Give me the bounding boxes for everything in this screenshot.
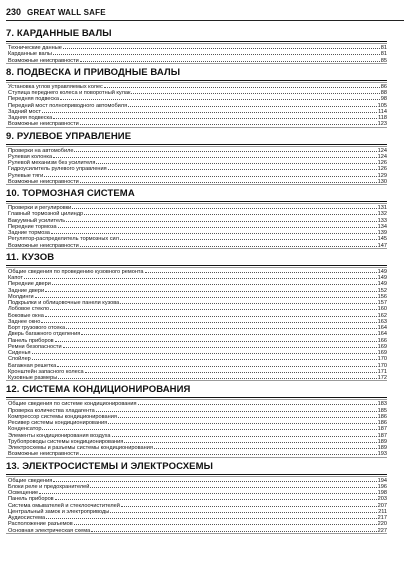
dot-leader <box>53 477 376 482</box>
entry-label: Багажная решетка <box>8 362 57 368</box>
entry-page-number: 217 <box>377 515 387 521</box>
entry-label: Рулевые тяги <box>8 172 44 178</box>
dot-leader <box>121 502 377 507</box>
entry-page-number: 126 <box>377 160 387 166</box>
section-title: 7. КАРДАННЫЕ ВАЛЫ <box>6 28 387 42</box>
entry-label: Общие сведения <box>8 477 53 483</box>
dot-leader <box>45 287 377 292</box>
entry-label: Боковые окна <box>8 312 44 318</box>
section-title: 9. РУЛЕВОЕ УПРАВЛЕНИЕ <box>6 131 387 145</box>
entry-page-number: 187 <box>377 432 387 438</box>
dot-leader <box>128 102 377 107</box>
dot-leader <box>74 147 376 152</box>
dot-leader <box>112 432 377 437</box>
toc-section <box>6 28 387 64</box>
entry-label: Панель приборов <box>8 496 54 502</box>
entry-label: Центральный замок и электроприводы <box>8 508 110 514</box>
dot-leader <box>53 153 377 158</box>
entry-page-number: 172 <box>377 375 387 381</box>
entry-label: Регулятор-распределитель тормозных сил <box>8 236 119 242</box>
entry-page-number: 164 <box>377 325 387 331</box>
entry-label: Возможные неисправности <box>8 121 79 127</box>
section-title: 12. СИСТЕМА КОНДИЦИОНИРОВАНИЯ <box>6 384 387 398</box>
entry-list <box>6 82 387 128</box>
entry-label: Задняя подвеска <box>8 115 53 121</box>
entry-page-number: 105 <box>377 102 387 108</box>
dot-leader <box>120 299 376 304</box>
dot-leader <box>24 274 377 279</box>
dot-leader <box>104 83 380 88</box>
toc-section <box>6 252 387 382</box>
entry-label: Возможные неисправности <box>8 451 79 457</box>
entry-page-number: 149 <box>377 281 387 287</box>
entry-label: Основная электрическая схема <box>8 527 91 533</box>
entry-page-number: 220 <box>377 521 387 527</box>
entry-page-number: 133 <box>377 217 387 223</box>
entry-label: Освещение <box>8 490 39 496</box>
dot-leader <box>50 305 377 310</box>
entry-page-number: 196 <box>377 483 387 489</box>
entry-page-number: 157 <box>377 300 387 306</box>
entry-page-number: 203 <box>377 496 387 502</box>
dot-leader <box>42 108 377 113</box>
entry-label: Борт грузового отсека <box>8 325 66 331</box>
entry-page-number: 193 <box>377 451 387 457</box>
dot-leader <box>32 355 377 360</box>
dot-leader <box>145 268 377 273</box>
entry-label: Панель приборов <box>8 337 54 343</box>
entry-label: Рулевая колонка <box>8 153 53 159</box>
entry-page-number: 132 <box>377 211 387 217</box>
running-title: GREAT WALL SAFE <box>27 7 106 17</box>
entry-label: Возможные неисправности <box>8 178 79 184</box>
dot-leader <box>96 407 377 412</box>
entry-page-number: 147 <box>377 242 387 248</box>
dot-leader <box>55 495 377 500</box>
entry-label: Карданные валы <box>8 51 52 57</box>
entry-label: Рулевой механизм без усилителя <box>8 160 96 166</box>
entry-label: Расположение разъемов <box>8 521 73 527</box>
entry-label: Возможные неисправности <box>8 242 79 248</box>
dot-leader <box>60 95 380 100</box>
dot-leader <box>91 527 376 532</box>
dot-leader <box>74 520 377 525</box>
entry-label: Аудиосистема <box>8 515 46 521</box>
dot-leader <box>72 204 376 209</box>
dot-leader <box>124 438 376 443</box>
dot-leader <box>90 483 376 488</box>
entry-label: Передняя подвеска <box>8 96 59 102</box>
dot-leader <box>51 229 377 234</box>
entry-label: Капот <box>8 275 23 281</box>
entry-label: Лобовое стекло <box>8 306 50 312</box>
entry-label: Передние тормоза <box>8 223 57 229</box>
entry-page-number: 164 <box>377 331 387 337</box>
entry-label: Кронштейн запасного колеса <box>8 368 84 374</box>
dot-leader <box>58 374 376 379</box>
entry-page-number: 86 <box>380 83 387 89</box>
dot-leader <box>80 57 380 62</box>
dot-leader <box>41 318 376 323</box>
dot-leader <box>85 368 377 373</box>
entry-label: Общие сведения по проведению кузовного ремонта <box>8 268 144 274</box>
entry-page-number: 131 <box>377 205 387 211</box>
entry-page-number: 183 <box>377 401 387 407</box>
entry-page-number: 145 <box>377 236 387 242</box>
entry-page-number: 123 <box>377 121 387 127</box>
dot-leader <box>57 362 376 367</box>
section-title: 11. КУЗОВ <box>6 252 387 266</box>
toc-section <box>6 131 387 186</box>
entry-label: Проверка количества хладагента <box>8 407 95 413</box>
entry-label: Конденсатор <box>8 426 42 432</box>
entry-list <box>6 146 387 186</box>
entry-label: Проверки на автомобиле <box>8 147 74 153</box>
entry-page-number: 227 <box>377 527 387 533</box>
dot-leader <box>80 450 377 455</box>
entry-label: Технические данные <box>8 45 62 51</box>
toc-entry <box>6 178 387 184</box>
entry-label: Кузовные размеры <box>8 375 58 381</box>
entry-label: Компрессор системы кондиционирования <box>8 413 117 419</box>
entry-page-number: 170 <box>377 356 387 362</box>
entry-page-number: 152 <box>377 287 387 293</box>
toc-section <box>6 67 387 128</box>
dot-leader <box>131 89 379 94</box>
entry-label: Проверки и регулировки <box>8 205 72 211</box>
dot-leader <box>53 114 377 119</box>
entry-page-number: 149 <box>377 275 387 281</box>
section-title: 10. ТОРМОЗНАЯ СИСТЕМА <box>6 188 387 202</box>
entry-page-number: 88 <box>380 90 387 96</box>
entry-page-number: 126 <box>377 166 387 172</box>
dot-leader <box>80 178 377 183</box>
entry-label: Дверь багажного отделения <box>8 331 81 337</box>
entry-page-number: 169 <box>377 343 387 349</box>
entry-label: Главный тормозной цилиндр <box>8 211 84 217</box>
entry-page-number: 166 <box>377 337 387 343</box>
entry-page-number: 169 <box>377 350 387 356</box>
entry-page-number: 118 <box>378 115 387 121</box>
toc-entry <box>6 450 387 456</box>
entry-page-number: 189 <box>377 438 387 444</box>
entry-label: Элементы кондиционирования воздуха <box>8 432 111 438</box>
entry-page-number: 189 <box>377 445 387 451</box>
dot-leader <box>66 217 376 222</box>
entry-page-number: 124 <box>377 153 387 159</box>
entry-page-number: 211 <box>378 508 387 514</box>
entry-label: Передний мост полноприводного автомобиля <box>8 102 128 108</box>
entry-label: Установка углов управляемых колес <box>8 83 103 89</box>
entry-page-number: 186 <box>377 420 387 426</box>
entry-label: Электросхемы и разъемы системы кондиционирования <box>8 445 153 451</box>
table-of-contents <box>6 28 387 537</box>
entry-page-number: 81 <box>380 45 387 51</box>
entry-page-number: 207 <box>377 502 387 508</box>
dot-leader <box>110 508 377 513</box>
entry-list <box>6 267 387 382</box>
page-number: 230 <box>6 7 22 17</box>
entry-label: Задние двери <box>8 287 45 293</box>
entry-label: Общие сведения по системе кондиционирования <box>8 401 137 407</box>
entry-page-number: 124 <box>377 147 387 153</box>
entry-page-number: 156 <box>377 293 387 299</box>
dot-leader <box>120 235 377 240</box>
entry-page-number: 185 <box>377 407 387 413</box>
page-header <box>6 4 404 21</box>
toc-entry <box>6 242 387 248</box>
entry-page-number: 81 <box>380 51 387 57</box>
dot-leader <box>154 444 377 449</box>
entry-label: Молдинги <box>8 293 34 299</box>
entry-label: Гидроусилитель рулевого управления <box>8 166 107 172</box>
entry-label: Ступица переднего колеса и поворотный кулак <box>8 90 131 96</box>
toc-section <box>6 188 387 249</box>
entry-page-number: 139 <box>377 230 387 236</box>
dot-leader <box>63 343 377 348</box>
entry-list <box>6 399 387 457</box>
dot-leader <box>53 50 380 55</box>
entry-label: Спойлер <box>8 356 31 362</box>
entry-list <box>6 476 387 534</box>
toc-entry <box>6 374 387 380</box>
entry-label: Передние двери <box>8 281 51 287</box>
dot-leader <box>58 223 377 228</box>
entry-page-number: 162 <box>377 312 387 318</box>
dot-leader <box>108 419 376 424</box>
toc-section <box>6 461 387 534</box>
toc-section <box>6 384 387 457</box>
entry-page-number: 134 <box>377 223 387 229</box>
entry-page-number: 171 <box>377 368 387 374</box>
dot-leader <box>63 44 380 49</box>
toc-entry <box>6 57 387 63</box>
entry-label: Вакуумный усилитель <box>8 217 66 223</box>
dot-leader <box>46 514 377 519</box>
dot-leader <box>84 210 377 215</box>
dot-leader <box>39 489 377 494</box>
dot-leader <box>80 120 377 125</box>
dot-leader <box>44 172 376 177</box>
dot-leader <box>35 293 377 298</box>
entry-page-number: 98 <box>380 96 387 102</box>
entry-page-number: 160 <box>377 306 387 312</box>
entry-page-number: 130 <box>377 178 387 184</box>
entry-page-number: 187 <box>377 426 387 432</box>
dot-leader <box>138 400 377 405</box>
dot-leader <box>42 425 376 430</box>
entry-label: Подкрылки и облицовочные панели кузова <box>8 300 120 306</box>
dot-leader <box>45 312 377 317</box>
entry-page-number: 194 <box>377 477 387 483</box>
entry-list <box>6 43 387 64</box>
entry-label: Заднее окно <box>8 318 41 324</box>
entry-label: Система омывателей и стеклоочистителей <box>8 502 120 508</box>
entry-label: Задние тормоза <box>8 230 50 236</box>
section-title: 8. ПОДВЕСКА И ПРИВОДНЫЕ ВАЛЫ <box>6 67 387 81</box>
dot-leader <box>80 242 377 247</box>
entry-label: Ресивер системы кондиционирования <box>8 420 108 426</box>
entry-label: Сиденья <box>8 350 31 356</box>
entry-label: Блоки реле и предохранителей <box>8 483 90 489</box>
entry-list <box>6 203 387 249</box>
entry-page-number: 129 <box>377 172 387 178</box>
entry-page-number: 85 <box>380 57 387 63</box>
dot-leader <box>66 324 377 329</box>
entry-page-number: 198 <box>377 490 387 496</box>
entry-page-number: 170 <box>377 362 387 368</box>
dot-leader <box>55 337 377 342</box>
entry-label: Задний мост <box>8 108 41 114</box>
dot-leader <box>118 413 377 418</box>
toc-entry <box>6 527 387 533</box>
dot-leader <box>32 349 377 354</box>
dot-leader <box>96 159 376 164</box>
entry-label: Возможные неисправности <box>8 57 79 63</box>
toc-entry <box>6 120 387 126</box>
dot-leader <box>81 330 376 335</box>
section-title: 13. ЭЛЕКТРОСИСТЕМЫ И ЭЛЕКТРОСХЕМЫ <box>6 461 387 475</box>
entry-page-number: 163 <box>377 318 387 324</box>
entry-page-number: 186 <box>377 413 387 419</box>
dot-leader <box>52 280 377 285</box>
entry-page-number: 114 <box>378 108 387 114</box>
dot-leader <box>108 165 377 170</box>
entry-page-number: 149 <box>377 268 387 274</box>
entry-label: Ремни безопасности <box>8 343 62 349</box>
entry-label: Трубопроводы системы кондиционирования <box>8 438 124 444</box>
